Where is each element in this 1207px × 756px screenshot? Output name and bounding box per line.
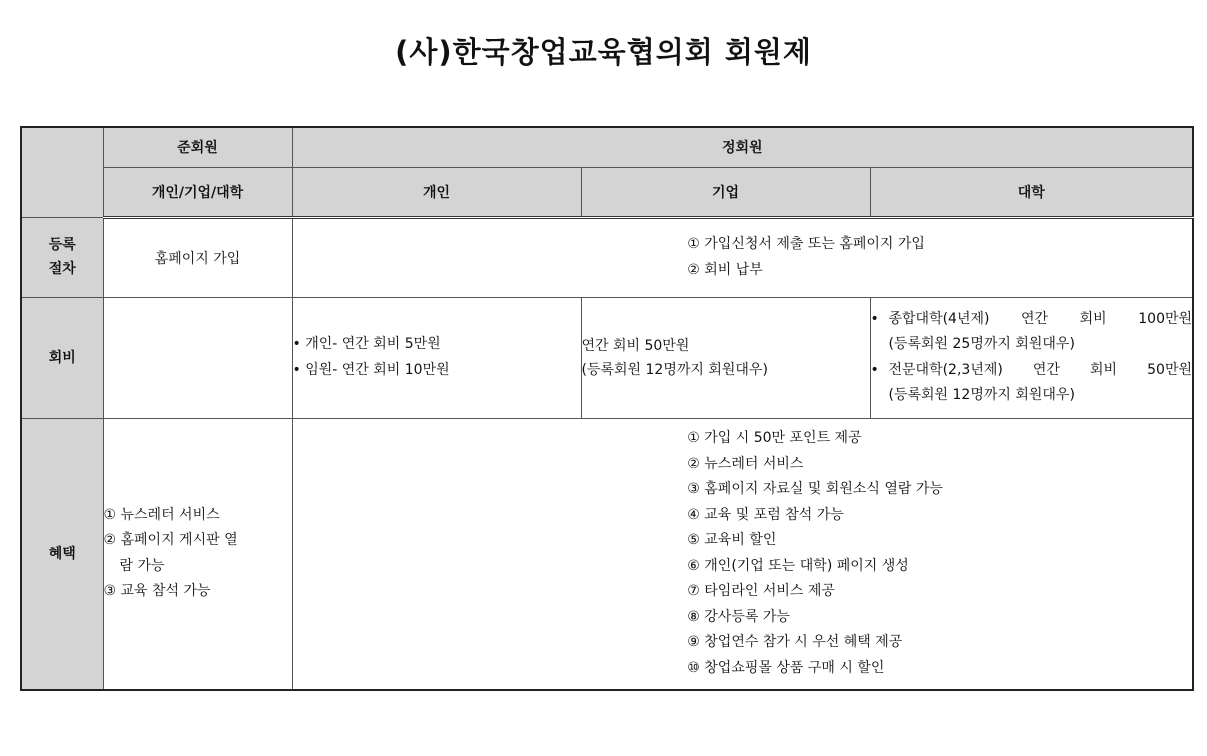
list-item: (등록회원 25명까지 회원대우) xyxy=(888,336,1075,352)
list-item: ① 뉴스레터 서비스 xyxy=(103,506,220,523)
list-item: ⑥ 개인(기업 또는 대학) 페이지 생성 xyxy=(687,557,909,574)
list-item: (등록회원 12명까지 회원대우) xyxy=(888,387,1075,403)
benefits-label: 혜택 xyxy=(21,418,103,690)
list-item: ③ 교육 참석 가능 xyxy=(103,583,211,600)
bullet: • xyxy=(870,361,879,378)
list-item: • 종합대학(4년제) 연간 회비 100만원 xyxy=(871,307,1193,333)
fee-row xyxy=(21,297,1193,418)
list-item: • 임원- 연간 회비 10만원 xyxy=(292,361,450,378)
fee-corporate-line1: 연간 회비 50만원 xyxy=(581,337,690,354)
registration-regular xyxy=(292,217,1193,297)
fee-corporate xyxy=(581,297,870,418)
benefits-regular xyxy=(292,418,1193,690)
fee-associate xyxy=(103,297,292,418)
list-item: ④ 교육 및 포럼 참석 가능 xyxy=(687,506,844,523)
corporate-header: 기업 xyxy=(581,167,870,217)
list-item: ③ 홈페이지 자료실 및 회원소식 열람 가능 xyxy=(687,481,943,498)
university-header: 대학 xyxy=(870,167,1193,217)
registration-row xyxy=(21,217,1193,297)
registration-label-line1: 등록 xyxy=(48,237,76,253)
benefits-row xyxy=(21,418,1193,690)
page-title: (사)한국창업교육협의회 회원제 xyxy=(395,35,812,69)
list-item: ② 홈페이지 게시판 열 xyxy=(103,532,238,549)
fee-university xyxy=(870,297,1193,418)
list-item: ① 가입 시 50만 포인트 제공 xyxy=(687,430,862,447)
list-item: • 전문대학(2,3년제) 연간 회비 50만원 xyxy=(871,358,1193,384)
registration-label xyxy=(21,217,103,297)
header-row-2 xyxy=(21,167,1193,217)
fee-label: 회비 xyxy=(21,297,103,418)
list-item: ① 가입신청서 제출 또는 홈페이지 가입 xyxy=(687,236,925,252)
corner-cell xyxy=(21,127,103,217)
registration-associate: 홈페이지 가입 xyxy=(103,217,292,297)
benefits-associate xyxy=(103,418,292,690)
list-item: ⑧ 강사등록 가능 xyxy=(687,608,790,625)
bullet: • xyxy=(870,310,879,327)
list-item: ② 회비 납부 xyxy=(687,261,763,278)
associate-header: 준회원 xyxy=(103,127,292,167)
fee-individual xyxy=(292,297,581,418)
list-item: ⑩ 창업쇼핑몰 상품 구매 시 할인 xyxy=(687,659,885,676)
associate-sub-header: 개인/기업/대학 xyxy=(103,167,292,217)
list-item: 람 가능 xyxy=(119,557,165,574)
list-item: ⑨ 창업연수 참가 시 우선 혜택 제공 xyxy=(687,634,903,651)
regular-header: 정회원 xyxy=(292,127,1193,167)
list-item: ⑤ 교육비 할인 xyxy=(687,532,777,549)
membership-table xyxy=(20,126,1194,691)
list-item: ⑦ 타임라인 서비스 제공 xyxy=(687,583,835,600)
fee-corporate-line2: (등록회원 12명까지 회원대우) xyxy=(581,361,768,378)
list-item: ② 뉴스레터 서비스 xyxy=(687,455,804,472)
header-row-1 xyxy=(21,127,1193,167)
individual-header: 개인 xyxy=(292,167,581,217)
list-item: • 개인- 연간 회비 5만원 xyxy=(292,336,441,352)
registration-label-line2: 절차 xyxy=(48,261,76,277)
